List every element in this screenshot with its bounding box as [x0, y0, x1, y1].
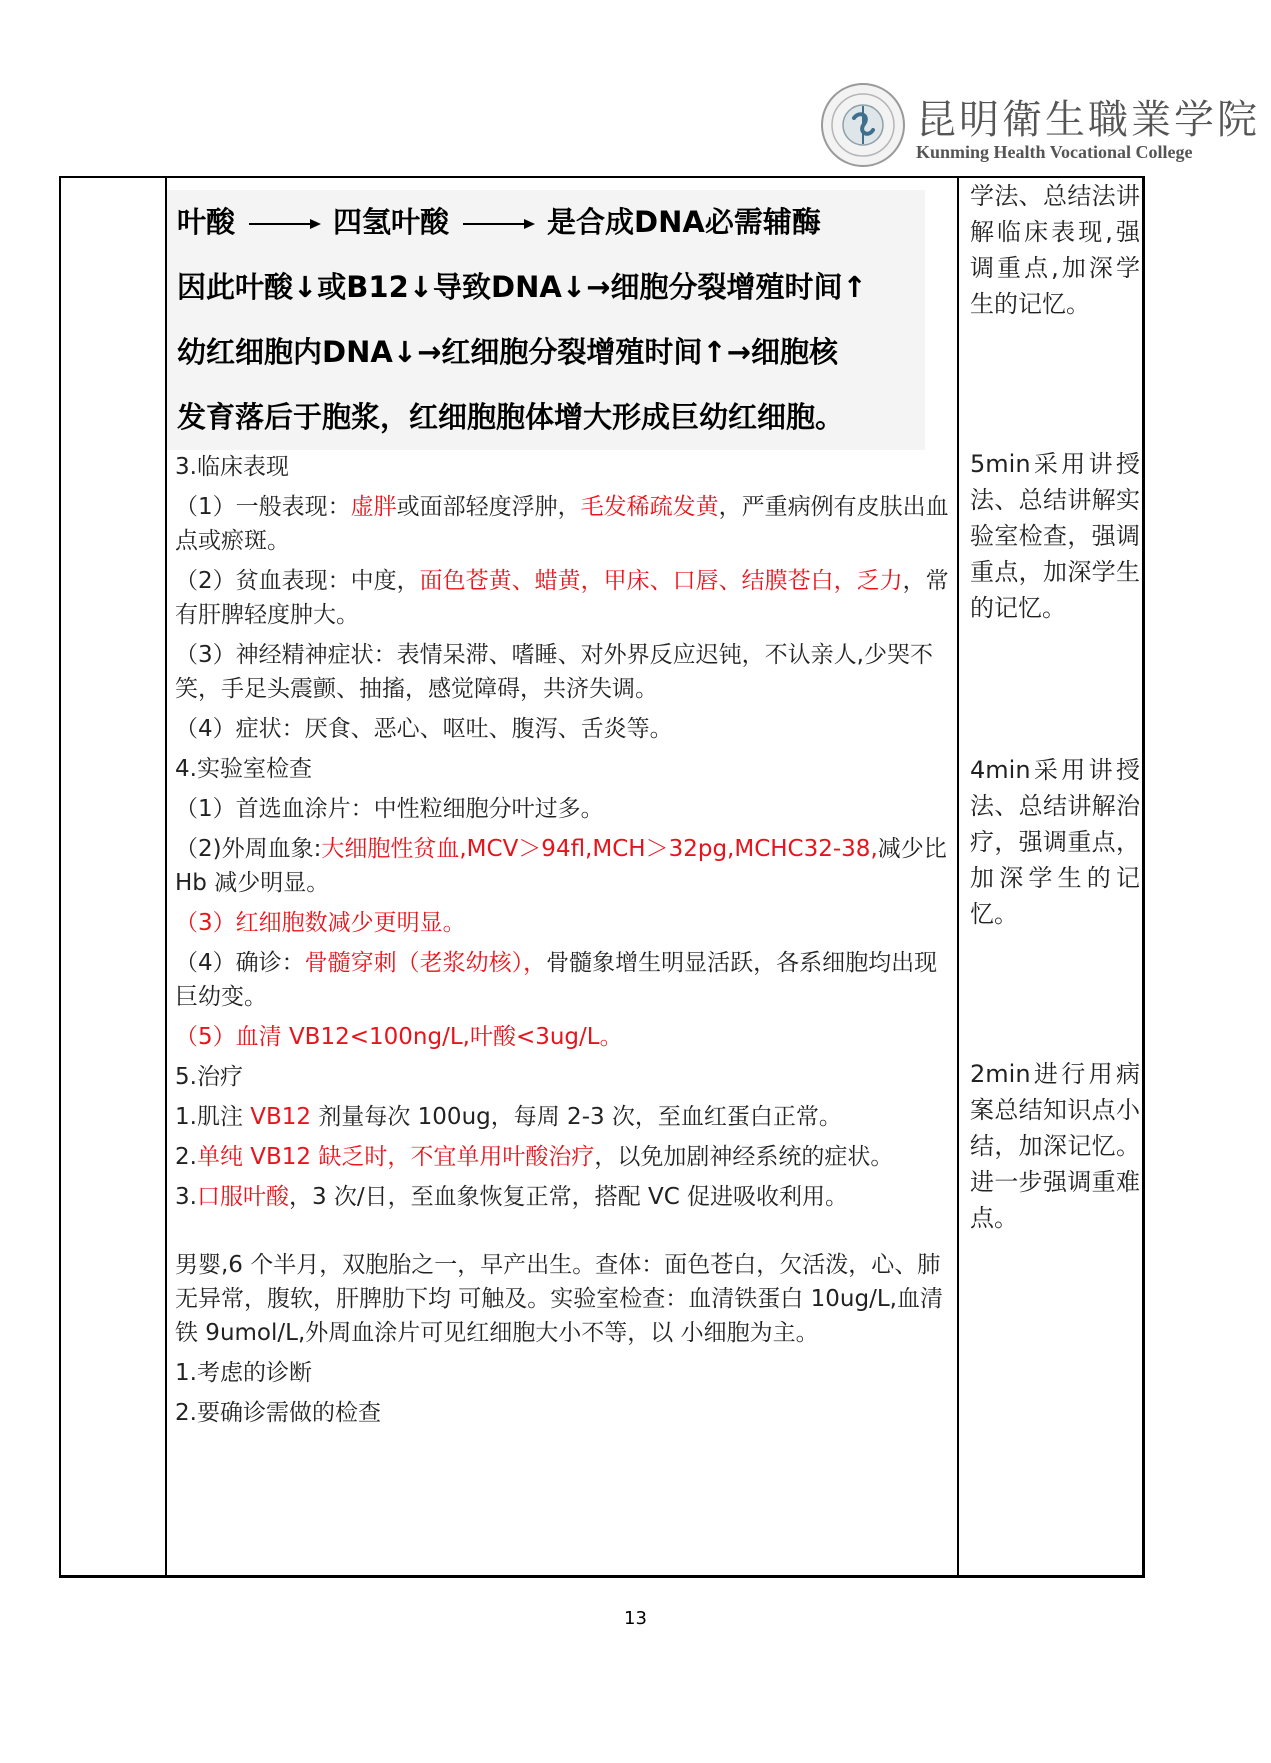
lab-diagnosis: （4）确诊：骨髓穿刺（老浆幼核），骨髓象增生明显活跃，各系细胞均出现巨幼变。 — [175, 950, 938, 1010]
lab-blood: （2)外周血象:大细胞性贫血,MCV＞94fl,MCH＞32pg,MCHC32-38,减少比 Hb 减少明显。 — [175, 836, 947, 896]
lab-rbc: （3）红细胞数减少更明显。 — [175, 910, 466, 936]
case-question-1: 1.考虑的诊断 — [175, 1360, 312, 1386]
clinical-symptoms: （4）症状：厌食、恶心、呕吐、腹泻、舌炎等。 — [175, 716, 673, 742]
teaching-note-3: 4min采用讲授法、总结讲解治疗，强调重点，加深学生的记忆。 — [970, 756, 1140, 928]
formula-line-4: 发育落后于胞浆，红细胞胞体增大形成巨幼红细胞。 — [177, 400, 845, 434]
college-seal-icon — [820, 82, 906, 168]
case-question-2: 2.要确诊需做的检查 — [175, 1400, 381, 1426]
teaching-note-4: 2min进行用病案总结知识点小结，加深记忆。进一步强调重难点。 — [970, 1060, 1140, 1232]
case-description: 男婴,6 个半月，双胞胎之一，早产出生。查体：面色苍白，欠活泼，心、肺无异常，腹软，肝脾肋下均 可触及。实验室检查：血清铁蛋白 10ug/L,血清铁 9umol/L,外周血涂片可见红细胞大小不等，以 小细胞为主。 — [175, 1252, 943, 1346]
treatment-2: 2.单纯 VB12 缺乏时，不宜单用叶酸治疗，以免加剧神经系统的症状。 — [175, 1144, 894, 1170]
college-logo — [820, 82, 1260, 172]
college-name-cn: 昆明衛生職業学院 — [916, 97, 1260, 143]
treatment-3: 3.口服叶酸，3 次/日，至血象恢复正常，搭配 VC 促进吸收利用。 — [175, 1184, 849, 1210]
section-title-lab: 4.实验室检查 — [175, 756, 312, 782]
section-title-clinical: 3.临床表现 — [175, 454, 289, 480]
clinical-neuro: （3）神经精神症状：表情呆滞、嗜睡、对外界反应迟钝，不认亲人,少哭不笑，手足头震颤、抽搐，感觉障碍，共济失调。 — [175, 642, 933, 702]
formula-line-2: 因此叶酸↓或B12↓导致DNA↓→细胞分裂增殖时间↑ — [177, 270, 867, 304]
spacer — [175, 1214, 955, 1248]
clinical-general: （1）一般表现：虚胖或面部轻度浮肿，毛发稀疏发黄，严重病例有皮肤出血点或瘀斑。 — [175, 494, 949, 554]
formula-block — [167, 190, 925, 450]
teaching-note-1: 学法、总结法讲解临床表现,强调重点,加深学生的记忆。 — [970, 182, 1140, 318]
arrow-icon — [463, 223, 533, 225]
lab-smear: （1）首选血涂片：中性粒细胞分叶过多。 — [175, 796, 604, 822]
content-column — [175, 190, 955, 1430]
lab-serum: （5）血清 VB12<100ng/L,叶酸<3ug/L。 — [175, 1024, 623, 1050]
college-name-en: Kunming Health Vocational College — [916, 142, 1193, 162]
section-title-treatment: 5.治疗 — [175, 1064, 243, 1090]
treatment-1: 1.肌注 VB12 剂量每次 100ug，每周 2-3 次，至血红蛋白正常。 — [175, 1104, 842, 1130]
clinical-anemia: （2）贫血表现：中度，面色苍黄、蜡黄，甲床、口唇、结膜苍白，乏力，常有肝脾轻度肿大。 — [175, 568, 949, 628]
formula-line-3: 幼红细胞内DNA↓→红细胞分裂增殖时间↑→细胞核 — [177, 335, 838, 369]
formula-line-1: 叶酸 四氢叶酸 是合成DNA必需辅酶 — [177, 205, 821, 239]
teaching-note-2: 5min采用讲授法、总结讲解实验室检查，强调重点，加深学生的记忆。 — [970, 450, 1140, 622]
arrow-icon — [249, 223, 319, 225]
page-number: 13 — [624, 1608, 647, 1629]
column-divider-2 — [957, 178, 959, 1575]
